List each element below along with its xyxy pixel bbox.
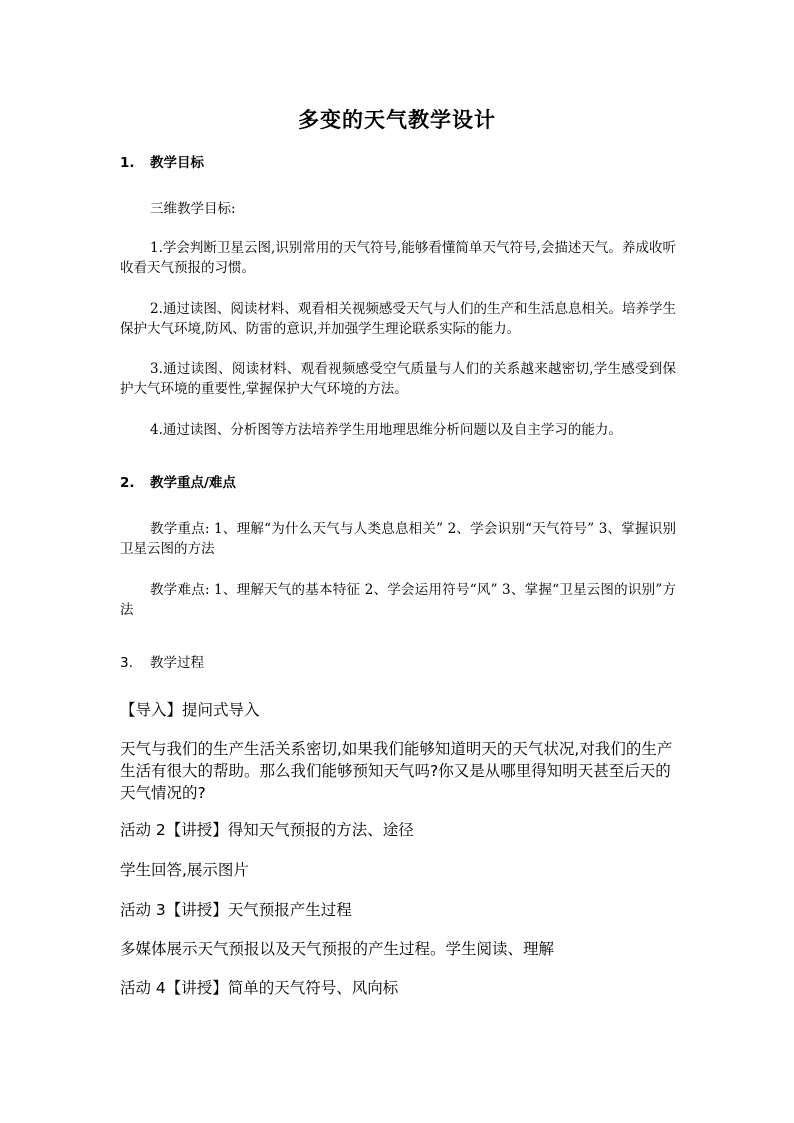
- section-1-number: 1.: [120, 155, 135, 171]
- objective-item-3: 3.通过读图、阅读材料、观看视频感受空气质量与人们的关系越来越密切,学生感受到保护大气环境的重要性,掌握保护大气环境的方法。: [120, 361, 676, 397]
- key-points-paragraph: 教学重点: 1、理解“为什么天气与人类息息相关” 2、学会识别“天气符号” 3、掌握识别卫星云图的方法: [120, 521, 676, 557]
- process-line-intro: 【导入】提问式导入: [120, 701, 260, 719]
- section-2-number: 2.: [120, 475, 135, 491]
- section-2-heading: [120, 471, 236, 491]
- objective-item-4: 4.通过读图、分析图等方法培养学生用地理思维分析问题以及自主学习的能力。: [150, 422, 622, 438]
- process-student-answer: 学生回答,展示图片: [120, 861, 249, 879]
- section-1-title: 教学目标: [150, 155, 204, 171]
- process-multimedia: 多媒体展示天气预报以及天气预报的产生过程。学生阅读、理解: [120, 940, 555, 958]
- process-paragraph: 天气与我们的生产生活关系密切,如果我们能够知道明天的天气状况,对我们的生产生活有很大的帮助。那么我们能够预知天气吗?你又是从哪里得知明天甚至后天的天气情况的?: [120, 740, 673, 802]
- section-3-heading: [120, 651, 204, 671]
- section-1-heading: [120, 151, 204, 171]
- process-activity-3: 活动 3【讲授】天气预报产生过程: [120, 901, 352, 919]
- difficulties-paragraph: 教学难点: 1、理解天气的基本特征 2、学会运用符号“风” 3、掌握“卫星云图的识别”方法: [120, 582, 676, 618]
- objective-item-2: 2.通过读图、阅读材料、观看相关视频感受天气与人们的生产和生活息息相关。培养学生保护大气环境,防风、防雷的意识,并加强学生理论联系实际的能力。: [120, 301, 676, 337]
- section-3-number: 3.: [120, 655, 133, 671]
- section-3-title: 教学过程: [150, 655, 204, 671]
- section-2-title: 教学重点/难点: [150, 475, 236, 491]
- document-title: 多变的天气教学设计: [298, 108, 496, 132]
- process-activity-4: 活动 4【讲授】简单的天气符号、风向标: [120, 979, 399, 997]
- objectives-intro: 三维教学目标:: [150, 201, 236, 217]
- process-activity-2: 活动 2【讲授】得知天气预报的方法、途径: [120, 821, 414, 839]
- objective-item-1: 1.学会判断卫星云图,识别常用的天气符号,能够看懂简单天气符号,会描述天气。养成收听收看天气预报的习惯。: [120, 240, 676, 276]
